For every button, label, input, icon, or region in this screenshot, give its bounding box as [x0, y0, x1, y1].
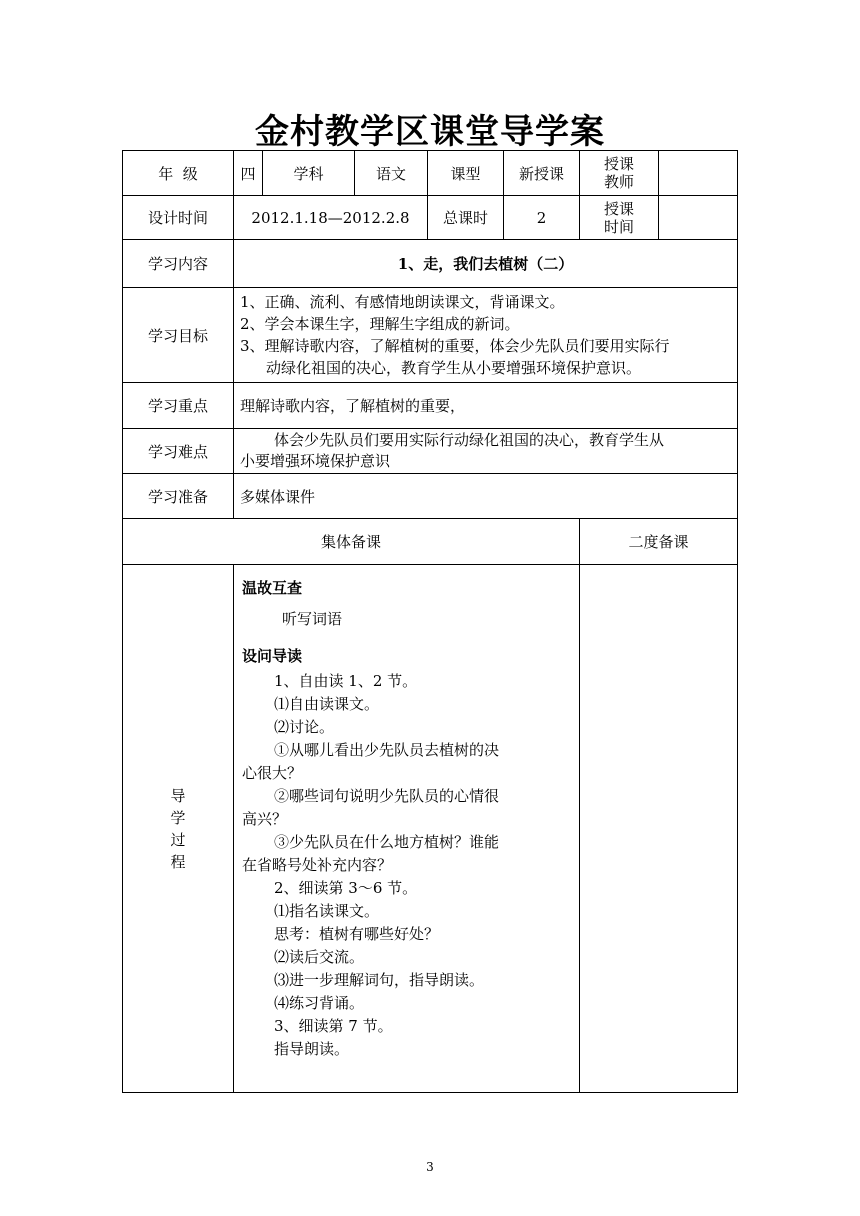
process-label-char: 学: [170, 808, 186, 827]
content-value: 1、走，我们去植树（二）: [234, 240, 738, 288]
goal-line: 1、正确、流利、有感情地朗读课文，背诵课文。: [240, 293, 565, 311]
process-label-char: 导: [170, 786, 186, 805]
design-time-label: 设计时间: [123, 196, 234, 240]
goal-line: 3、理解诗歌内容，了解植树的重要，体会少先队员们要用实际行: [240, 337, 670, 355]
process-line: 听写词语: [282, 610, 343, 628]
difficulties-label: 学习难点: [123, 429, 234, 474]
secondary-notes-cell: [580, 565, 738, 1093]
process-line: 2、细读第 3～6 节。: [274, 879, 418, 897]
key-points-value: 理解诗歌内容，了解植树的重要，: [234, 383, 738, 429]
row-basic-info: [123, 151, 738, 196]
process-line: 在省略号处补充内容？: [242, 856, 393, 874]
goal-line: 动绿化祖国的决心，教育学生从小要增强环境保护意识。: [266, 359, 642, 377]
grade-value: 四: [234, 151, 263, 196]
difficulties-value: [234, 429, 738, 474]
subject-value: 语文: [355, 151, 428, 196]
row-process: [123, 565, 738, 1093]
process-line: 指导朗读。: [274, 1040, 350, 1058]
process-line: 思考：植树有哪些好处？: [274, 925, 440, 943]
process-line: ⑴自由读课文。: [274, 695, 380, 713]
process-line: 1、自由读 1、2 节。: [274, 672, 418, 690]
process-label-char: 程: [170, 852, 186, 871]
row-time-info: [123, 196, 738, 240]
process-line: ⑵读后交流。: [274, 948, 365, 966]
class-time-label: 授课 时间: [580, 196, 659, 240]
secondary-header: 二度备课: [580, 519, 738, 565]
page-title: 金村教学区课堂导学案: [255, 112, 605, 152]
row-preparation: [123, 474, 738, 519]
process-line: 3、细读第 7 节。: [274, 1017, 393, 1035]
process-label-char: 过: [170, 830, 186, 849]
row-goals: [123, 288, 738, 383]
subject-label: 学科: [263, 151, 355, 196]
lesson-type-value: 新授课: [504, 151, 580, 196]
row-content: [123, 240, 738, 288]
section-title: 温故互查: [242, 579, 303, 597]
process-line: 高兴？: [242, 810, 288, 828]
lesson-type-label: 课型: [428, 151, 504, 196]
design-time-value: 2012.1.18—2012.2.8: [234, 196, 428, 240]
process-line: ①从哪儿看出少先队员去植树的决: [274, 741, 500, 759]
process-line: ⑷练习背诵。: [274, 994, 365, 1012]
total-hours-label: 总课时: [428, 196, 504, 240]
process-line: ③少先队员在什么地方植树？谁能: [274, 833, 500, 851]
teacher-value: [659, 151, 738, 196]
teacher-label: 授课 教师: [580, 151, 659, 196]
difficulties-line: 体会少先队员们要用实际行动绿化祖国的决心，教育学生从: [274, 431, 665, 449]
section-title: 设问导读: [242, 647, 303, 665]
goal-line: 2、学会本课生字，理解生字组成的新词。: [240, 315, 520, 333]
class-time-value: [659, 196, 738, 240]
page-number: 3: [426, 1160, 434, 1174]
process-line: ⑶进一步理解词句，指导朗读。: [274, 971, 485, 989]
row-difficulties: [123, 429, 738, 474]
goals-list: [234, 288, 738, 383]
total-hours-value: 2: [504, 196, 580, 240]
process-line: ②哪些词句说明少先队员的心情很: [274, 787, 500, 805]
difficulties-line: 小要增强环境保护意识: [240, 452, 391, 470]
row-section-headers: [123, 519, 738, 565]
process-line: ⑵讨论。: [274, 718, 335, 736]
process-line: 心很大？: [242, 764, 303, 782]
content-label: 学习内容: [123, 240, 234, 288]
lesson-plan-table: [122, 150, 738, 1093]
preparation-label: 学习准备: [123, 474, 234, 519]
preparation-value: 多媒体课件: [234, 474, 738, 519]
process-label: [123, 565, 234, 1093]
key-points-label: 学习重点: [123, 383, 234, 429]
row-key-points: [123, 383, 738, 429]
goals-label: 学习目标: [123, 288, 234, 383]
grade-label: 年 级: [123, 151, 234, 196]
process-line: ⑴指名读课文。: [274, 902, 380, 920]
collective-header: 集体备课: [123, 519, 580, 565]
process-content: [234, 565, 580, 1093]
